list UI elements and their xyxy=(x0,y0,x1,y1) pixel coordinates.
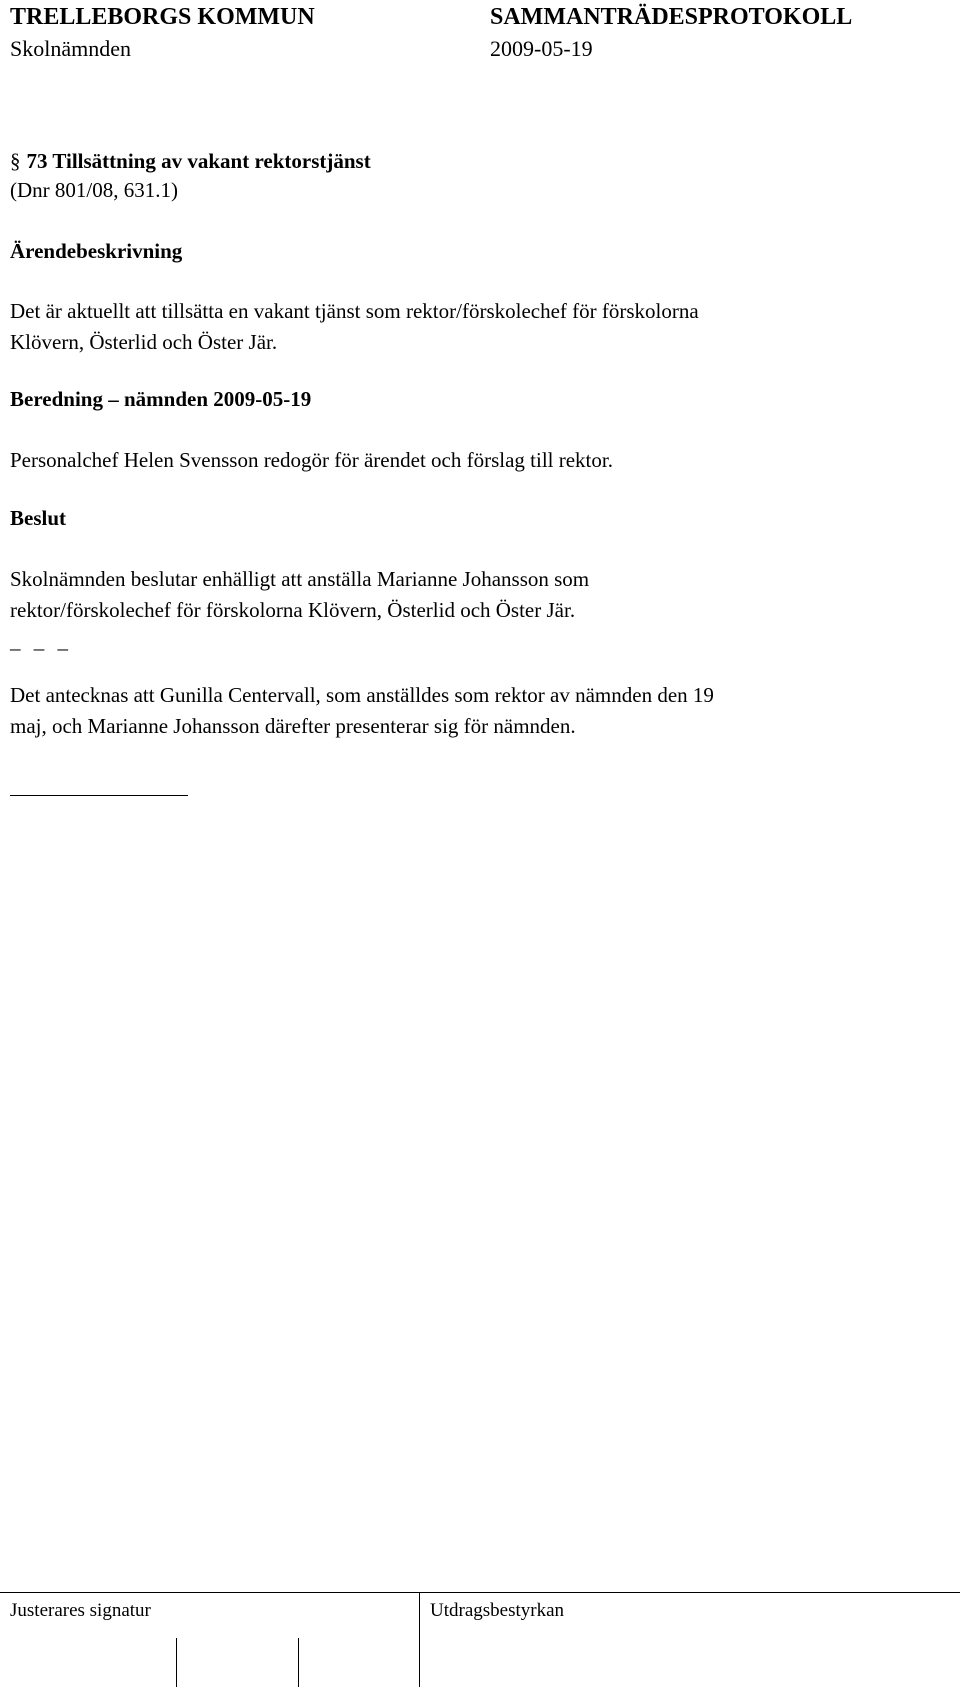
end-rule xyxy=(10,795,188,796)
signature-box-line xyxy=(298,1638,299,1687)
meeting-date: 2009-05-19 xyxy=(490,36,593,61)
section-symbol: § xyxy=(10,149,21,173)
preparation-heading: Beredning – nämnden 2009-05-19 xyxy=(10,387,312,411)
organization-name: TRELLEBORGS KOMMUN xyxy=(10,4,315,30)
document-type: SAMMANTRÄDESPROTOKOLL xyxy=(490,4,853,30)
description-heading: Ärendebeskrivning xyxy=(10,239,183,263)
item-title-row xyxy=(10,149,371,174)
footer-top-rule xyxy=(0,1592,960,1593)
description-line: Klövern, Österlid och Öster Jär. xyxy=(10,330,278,354)
footer-divider xyxy=(419,1593,420,1687)
decision-separator: _ _ _ xyxy=(10,629,72,653)
decision-text xyxy=(10,564,589,626)
decision-line: rektor/förskolechef för förskolorna Klövern, Österlid och Öster Jär. xyxy=(10,598,576,622)
item-title: 73 Tillsättning av vakant rektorstjänst xyxy=(26,149,371,173)
description-line: Det är aktuellt att tillsätta en vakant tjänst som rektor/förskolechef för förskolorna xyxy=(10,299,699,323)
signature-box-line xyxy=(176,1638,177,1687)
decision-line: Skolnämnden beslutar enhälligt att anställa Marianne Johansson som xyxy=(10,567,590,591)
item-reference: (Dnr 801/08, 631.1) xyxy=(10,178,178,202)
committee-name: Skolnämnden xyxy=(10,36,131,61)
extract-label: Utdragsbestyrkan xyxy=(430,1600,565,1621)
description-text xyxy=(10,296,699,358)
signature-label: Justerares signatur xyxy=(10,1600,151,1621)
note-line: Det antecknas att Gunilla Centervall, som anställdes som rektor av nämnden den 19 xyxy=(10,683,714,707)
decision-heading: Beslut xyxy=(10,506,67,530)
preparation-text: Personalchef Helen Svensson redogör för ärendet och förslag till rektor. xyxy=(10,448,613,472)
note-text xyxy=(10,680,714,742)
note-line: maj, och Marianne Johansson därefter presenterar sig för nämnden. xyxy=(10,714,576,738)
